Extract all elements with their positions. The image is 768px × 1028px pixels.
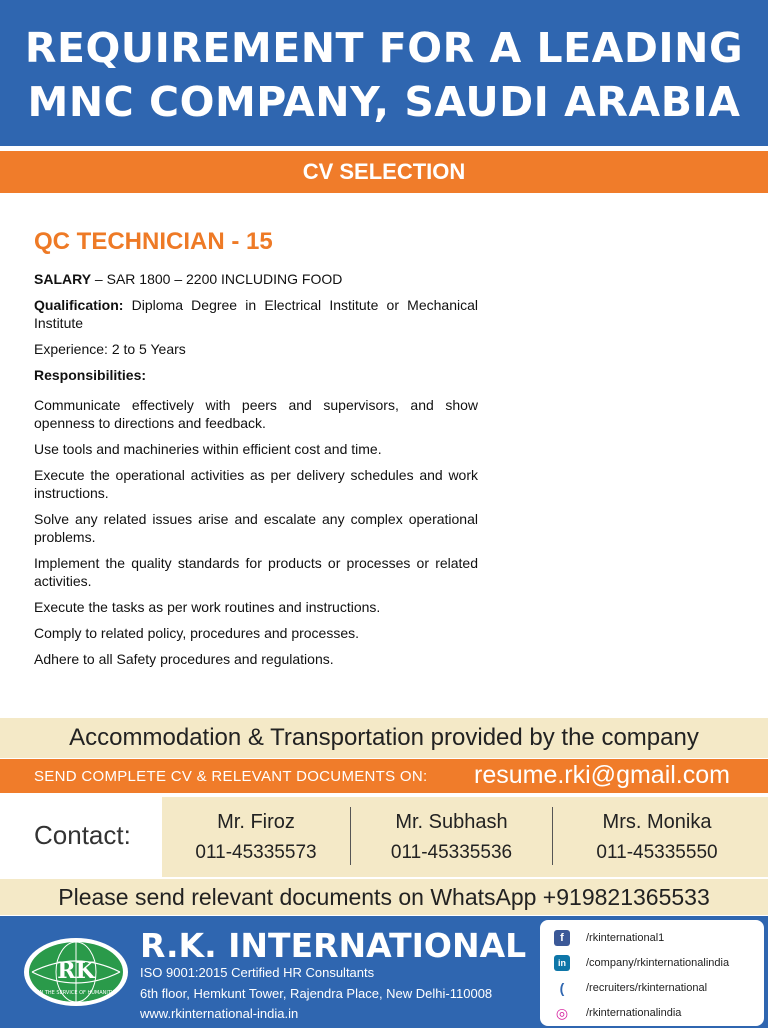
company-address: 6th floor, Hemkunt Tower, Rajendra Place, New Delhi-110008	[140, 986, 493, 1001]
qualification-value: Diploma Degree in Electrical Institute or Mechanical Institute	[34, 297, 478, 331]
contacts-panel	[162, 797, 768, 877]
header-line-1: REQUIREMENT FOR A LEADING	[24, 24, 744, 72]
iso-certification: ISO 9001:2015 Certified HR Consultants	[140, 965, 375, 980]
social-link-text: /rkinternational1	[586, 932, 665, 944]
header-banner	[0, 0, 768, 146]
header-line-2: MNC COMPANY, SAUDI ARABIA	[27, 78, 741, 126]
contact-name: Mr. Subhash	[395, 811, 508, 833]
salary-line	[34, 270, 478, 288]
contact-phone[interactable]: 011-45335573	[195, 842, 317, 863]
social-link-instagram[interactable]	[554, 1005, 754, 1023]
responsibility-item: Implement the quality standards for products or processes or related activities.	[34, 555, 478, 589]
cv-selection-bar: CV SELECTION	[0, 151, 768, 193]
contact-label: Contact:	[34, 820, 131, 850]
footer	[0, 916, 768, 1028]
contact-person	[553, 797, 761, 877]
whatsapp-banner: Please send relevant documents on WhatsApp +919821365533	[0, 879, 768, 915]
social-link-recruiters[interactable]	[554, 980, 754, 998]
contact-phone[interactable]: 011-45335536	[390, 842, 513, 863]
responsibilities-label: Responsibilities:	[34, 367, 147, 383]
contact-name: Mr. Firoz	[217, 811, 295, 833]
company-name: R.K. INTERNATIONAL	[140, 926, 527, 965]
email-link[interactable]: resume.rki@gmail.com	[474, 761, 730, 789]
contact-person	[162, 797, 350, 877]
instagram-icon: ◎	[555, 1005, 569, 1021]
facebook-icon: f	[554, 930, 570, 946]
rk-logo-icon	[22, 936, 130, 1008]
responsibility-item: Execute the operational activities as per delivery schedules and work instructions.	[34, 467, 478, 501]
contact-name: Mrs. Monika	[602, 811, 712, 833]
qualification-line	[34, 296, 478, 332]
responsibility-item: Use tools and machineries within efficient cost and time.	[34, 441, 382, 457]
job-section	[34, 228, 478, 676]
social-link-linkedin[interactable]	[554, 955, 754, 973]
responsibility-item: Adhere to all Safety procedures and regulations.	[34, 651, 334, 667]
responsibility-item: Comply to related policy, procedures and processes.	[34, 625, 360, 641]
social-link-facebook[interactable]	[554, 930, 754, 948]
social-link-text: /rkinternationalindia	[586, 1007, 682, 1019]
send-cv-bar	[0, 759, 768, 793]
salary-value: – SAR 1800 – 2200 INCLUDING FOOD	[91, 271, 343, 287]
job-title: QC TECHNICIAN - 15	[34, 228, 273, 255]
social-link-text: /company/rkinternationalindia	[586, 957, 730, 969]
website-link[interactable]: www.rkinternational-india.in	[140, 1006, 299, 1021]
contact-person	[351, 797, 552, 877]
linkedin-icon: in	[554, 955, 570, 971]
recruiters-icon: (	[554, 980, 570, 996]
logo-text: RK	[57, 958, 95, 984]
social-link-text: /recruiters/rkinternational	[586, 982, 708, 994]
qualification-label: Qualification:	[34, 297, 124, 313]
responsibilities-heading	[34, 366, 478, 384]
send-cv-label: SEND COMPLETE CV & RELEVANT DOCUMENTS ON:	[34, 768, 428, 785]
accommodation-banner: Accommodation & Transportation provided by the company	[0, 718, 768, 758]
social-links-panel	[540, 920, 764, 1026]
salary-label: SALARY	[34, 271, 92, 287]
responsibility-item: Solve any related issues arise and escalate any complex operational problems.	[34, 511, 478, 545]
logo-tagline: IN THE SERVICE OF HUMANITY	[38, 990, 114, 996]
responsibility-item: Communicate effectively with peers and supervisors, and show openness to directions and feedback.	[34, 397, 478, 431]
contact-phone[interactable]: 011-45335550	[596, 842, 718, 863]
experience-line: Experience: 2 to 5 Years	[34, 341, 186, 357]
responsibility-item: Execute the tasks as per work routines and instructions.	[34, 599, 381, 615]
